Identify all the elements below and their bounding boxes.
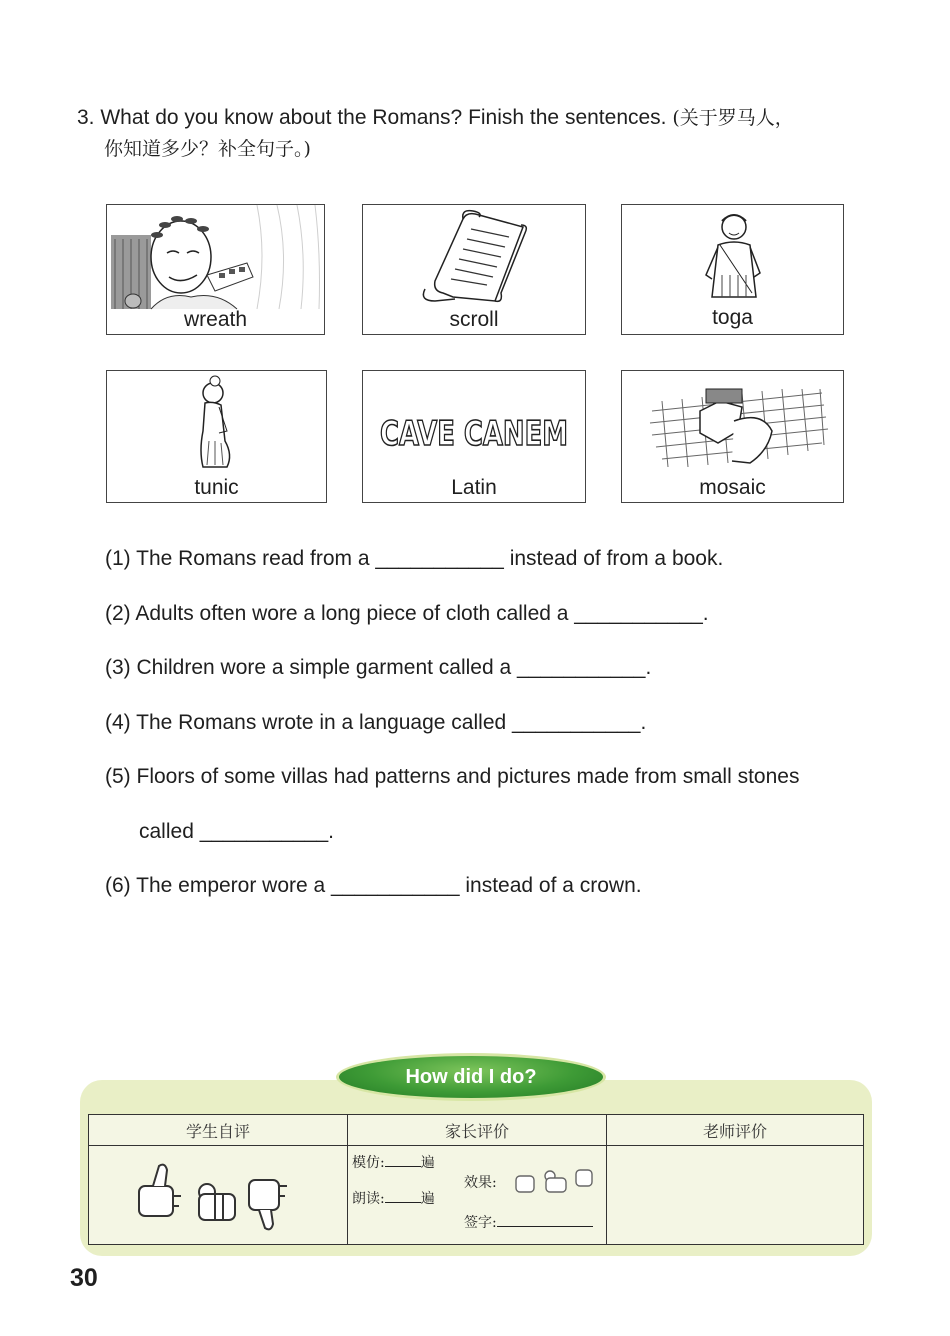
question-title-en: 3. What do you know about the Romans? Finish the sentences.	[77, 106, 667, 129]
picture-latin	[362, 370, 586, 503]
scroll-illustration	[363, 205, 585, 309]
picture-scroll	[362, 204, 586, 335]
column-parent-evaluation: 家长评价	[348, 1115, 607, 1146]
caption-wreath: wreath	[183, 308, 248, 331]
emperor-wreath-illustration	[107, 205, 324, 309]
sentence-3: (3) Children wore a simple garment called a ___________.	[105, 656, 652, 679]
read-label: 朗读:	[352, 1191, 385, 1207]
caption-mosaic: mosaic	[699, 476, 766, 499]
sentence-6: (6) The emperor wore a ___________ instead of a crown.	[105, 874, 642, 897]
thumbs-down-icon	[576, 1170, 592, 1186]
thumbs-down-icon	[249, 1180, 287, 1229]
teacher-evaluation-cell[interactable]	[607, 1146, 864, 1245]
picture-wreath	[106, 204, 325, 335]
read-count-field[interactable]	[385, 1188, 421, 1203]
signature-field[interactable]	[497, 1212, 593, 1227]
caption-scroll: scroll	[449, 308, 499, 331]
mosaic-illustration	[622, 371, 843, 475]
imitate-label: 模仿:	[352, 1155, 385, 1171]
column-teacher-evaluation: 老师评价	[607, 1115, 864, 1146]
sign-label: 签字:	[464, 1215, 497, 1231]
imitate-unit: 遍	[420, 1155, 435, 1171]
imitate-count-field[interactable]	[385, 1152, 421, 1167]
sentence-5: (5) Floors of some villas had patterns and pictures made from small stones	[105, 765, 800, 788]
cave-canem-art-text: CAVE CANEM	[380, 414, 568, 454]
tunic-girl-illustration	[107, 371, 326, 475]
column-self-evaluation: 学生自评	[89, 1115, 348, 1146]
ok-hand-icon	[199, 1184, 235, 1220]
effect-rating-icons	[512, 1164, 602, 1198]
question-title	[77, 102, 877, 165]
toga-boy-illustration	[622, 205, 843, 309]
page-number: 30	[70, 1264, 98, 1292]
picture-toga	[621, 204, 844, 335]
thumbs-up-icon	[139, 1165, 181, 1216]
sentence-2: (2) Adults often wore a long piece of cloth called a ___________.	[105, 602, 709, 625]
caption-tunic: tunic	[194, 476, 239, 499]
question-title-cn-2: 你知道多少？补全句子。)	[104, 138, 311, 160]
evaluation-heading: How did I do?	[336, 1053, 606, 1101]
caption-latin: Latin	[451, 476, 497, 499]
thumbs-up-icon	[516, 1176, 534, 1192]
read-unit: 遍	[420, 1191, 435, 1207]
sentence-5-continued: called ___________.	[139, 820, 335, 843]
self-evaluation-cell	[89, 1146, 348, 1245]
question-title-cn-1: (关于罗马人，	[672, 107, 794, 129]
evaluation-table	[88, 1114, 864, 1245]
sentence-1: (1) The Romans read from a ___________ instead of from a book.	[105, 547, 724, 570]
cave-canem-text-illustration	[363, 371, 585, 475]
effect-label: 效果:	[464, 1175, 497, 1191]
parent-evaluation-cell	[348, 1146, 607, 1245]
sentence-4: (4) The Romans wrote in a language called ___________.	[105, 711, 647, 734]
picture-mosaic	[621, 370, 844, 503]
picture-tunic	[106, 370, 327, 503]
caption-toga: toga	[712, 306, 753, 329]
self-rating-icons	[89, 1146, 347, 1244]
